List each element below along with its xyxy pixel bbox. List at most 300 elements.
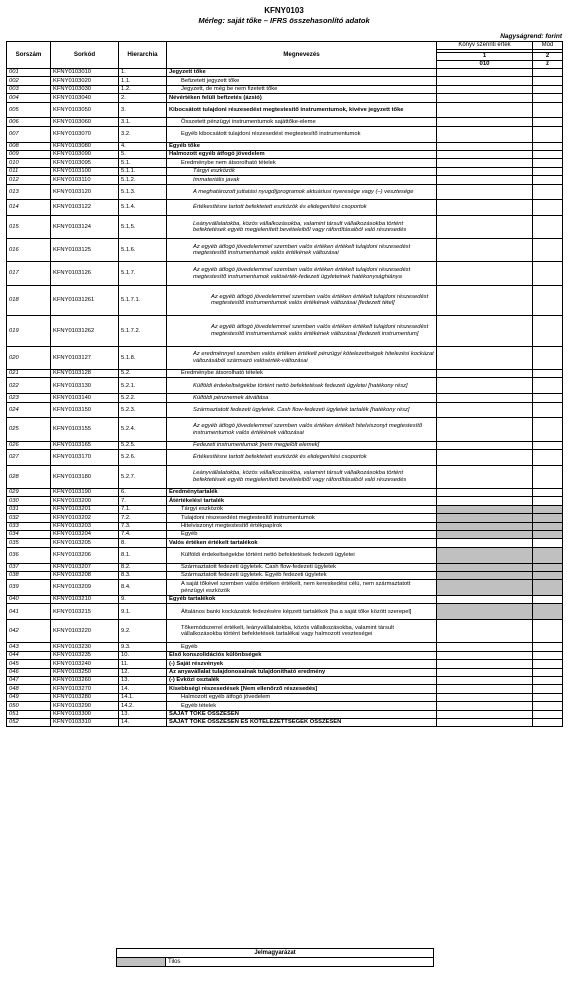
row-number: 038	[7, 571, 51, 579]
table-row	[7, 94, 563, 102]
value-cell-konyv[interactable]	[437, 596, 533, 604]
value-cell-mod[interactable]	[533, 150, 563, 158]
table-row	[7, 316, 563, 347]
value-cell-konyv[interactable]	[437, 176, 533, 184]
report-code: KFNY0103	[264, 6, 304, 15]
table-row	[7, 685, 563, 693]
row-hierarchy: 8.2.	[119, 563, 167, 571]
table-row	[7, 710, 563, 718]
value-cell-konyv[interactable]	[437, 402, 533, 418]
row-name: (-) Évközi osztalék	[167, 677, 437, 685]
row-code: KFNY0103165	[51, 441, 119, 449]
value-cell-mod[interactable]	[533, 85, 563, 93]
value-cell-konyv[interactable]	[437, 651, 533, 659]
row-name: Befizetett jegyzett tőke	[167, 77, 437, 85]
col-code-mod: z	[533, 61, 563, 69]
row-code: KFNY0103070	[51, 126, 119, 142]
value-cell-mod[interactable]	[533, 643, 563, 651]
row-code: KFNY0103205	[51, 539, 119, 547]
table-row	[7, 159, 563, 167]
value-cell-konyv[interactable]	[437, 465, 533, 488]
value-cell-mod[interactable]	[533, 596, 563, 604]
row-code: KFNY0103120	[51, 184, 119, 200]
row-hierarchy: 7.4.	[119, 530, 167, 538]
value-cell-mod[interactable]	[533, 693, 563, 701]
value-cell-konyv[interactable]	[437, 539, 533, 547]
row-name: Az egyéb átfogó jövedelemmel szemben valós értéken értékelt tulajdoni részesedést megtestesítő instrumentumok valósérték-fedezeti ügyleteinek hatékonysághiánya	[167, 262, 437, 285]
value-cell-mod	[533, 580, 563, 596]
row-name: Külföldi érdekeltségekbe történt nettó befektetések fedezeti ügyletei	[167, 547, 437, 563]
row-code: KFNY0103207	[51, 563, 119, 571]
value-cell-mod[interactable]	[533, 718, 563, 726]
row-hierarchy: 3.2.	[119, 126, 167, 142]
value-cell-konyv[interactable]	[437, 85, 533, 93]
value-cell-mod	[533, 505, 563, 513]
table-row	[7, 262, 563, 285]
value-cell-konyv[interactable]	[437, 285, 533, 316]
row-hierarchy: 14.2.	[119, 702, 167, 710]
row-hierarchy: 4.	[119, 142, 167, 150]
col-number-konyv: 1	[437, 53, 533, 61]
row-number: 036	[7, 547, 51, 563]
row-hierarchy: 5.2.5.	[119, 441, 167, 449]
value-cell-konyv[interactable]	[437, 239, 533, 262]
row-code: KFNY0103270	[51, 685, 119, 693]
row-name: Egyéb	[167, 643, 437, 651]
report-page	[6, 6, 562, 727]
row-number: 046	[7, 668, 51, 676]
value-cell-konyv[interactable]	[437, 677, 533, 685]
row-hierarchy: 11.	[119, 660, 167, 668]
row-number: 027	[7, 449, 51, 465]
row-hierarchy: 8.4.	[119, 580, 167, 596]
value-cell-konyv[interactable]	[437, 488, 533, 496]
table-row	[7, 596, 563, 604]
value-cell-mod[interactable]	[533, 346, 563, 369]
row-hierarchy: 1.2.	[119, 85, 167, 93]
row-name: Az egyéb átfogó jövedelemmel szemben valós értéken értékelt hitelviszonyt megtestesítő instrumentumok valós értékének változásai	[167, 418, 437, 441]
legend-swatch	[117, 958, 166, 967]
value-cell-mod[interactable]	[533, 402, 563, 418]
value-cell-mod[interactable]	[533, 200, 563, 216]
value-cell-mod[interactable]	[533, 660, 563, 668]
table-row	[7, 643, 563, 651]
value-cell-konyv[interactable]	[437, 693, 533, 701]
row-code: KFNY0103300	[51, 710, 119, 718]
row-number: 052	[7, 718, 51, 726]
row-number: 021	[7, 370, 51, 378]
table-row	[7, 167, 563, 175]
table-row	[7, 102, 563, 118]
table-row	[7, 142, 563, 150]
row-hierarchy: 5.1.	[119, 159, 167, 167]
row-number: 024	[7, 402, 51, 418]
row-name: Hitelviszonyt megtestesítő értékpapírok	[167, 522, 437, 530]
value-cell-mod[interactable]	[533, 710, 563, 718]
row-number: 025	[7, 418, 51, 441]
value-cell-konyv[interactable]	[437, 94, 533, 102]
value-cell-mod[interactable]	[533, 69, 563, 77]
row-number: 003	[7, 85, 51, 93]
row-name: A saját tőkével szemben valós értéken értékelt, nem kereskedési célú, nem származtatott pénzügyi eszközök	[167, 580, 437, 596]
row-code: KFNY0103203	[51, 522, 119, 530]
row-hierarchy: 13.	[119, 677, 167, 685]
value-cell-mod[interactable]	[533, 370, 563, 378]
row-code: KFNY0103208	[51, 571, 119, 579]
row-code: KFNY0103020	[51, 77, 119, 85]
row-number: 008	[7, 142, 51, 150]
row-hierarchy: 9.	[119, 596, 167, 604]
row-name: Tulajdoni részesedést megtestesítő instrumentumok	[167, 514, 437, 522]
table-row	[7, 668, 563, 676]
table-row	[7, 497, 563, 505]
row-number: 017	[7, 262, 51, 285]
value-cell-mod[interactable]	[533, 159, 563, 167]
table-row	[7, 620, 563, 643]
value-cell-konyv	[437, 505, 533, 513]
value-cell-konyv	[437, 604, 533, 620]
table-row	[7, 150, 563, 158]
row-number: 005	[7, 102, 51, 118]
value-cell-konyv[interactable]	[437, 449, 533, 465]
value-cell-konyv	[437, 522, 533, 530]
row-code: KFNY0103280	[51, 693, 119, 701]
row-code: KFNY0103030	[51, 85, 119, 93]
row-hierarchy: 8.1.	[119, 547, 167, 563]
row-name: Immateriális javak	[167, 176, 437, 184]
row-number: 051	[7, 710, 51, 718]
table-row	[7, 118, 563, 126]
row-hierarchy: 5.1.7.1.	[119, 285, 167, 316]
row-name: Halmozott egyéb átfogó jövedelem	[167, 693, 437, 701]
row-number: 001	[7, 69, 51, 77]
row-number: 009	[7, 150, 51, 158]
value-cell-konyv	[437, 547, 533, 563]
row-code: KFNY0103202	[51, 514, 119, 522]
value-cell-mod[interactable]	[533, 685, 563, 693]
row-number: 022	[7, 378, 51, 394]
row-hierarchy: 6.	[119, 488, 167, 496]
value-cell-konyv[interactable]	[437, 142, 533, 150]
value-cell-mod[interactable]	[533, 465, 563, 488]
row-code: KFNY0103140	[51, 394, 119, 402]
value-cell-mod[interactable]	[533, 449, 563, 465]
value-cell-konyv[interactable]	[437, 316, 533, 347]
value-cell-konyv[interactable]	[437, 497, 533, 505]
col-header-sorkod: Sorkód	[51, 42, 119, 69]
value-cell-konyv[interactable]	[437, 200, 533, 216]
value-cell-mod[interactable]	[533, 167, 563, 175]
value-cell-mod[interactable]	[533, 316, 563, 347]
value-cell-konyv[interactable]	[437, 702, 533, 710]
row-name: Az egyéb átfogó jövedelemmel szemben valós értéken értékelt tulajdoni részesedést megtestesítő instrumentumok valós értékének változásai [fedezett tétel]	[167, 285, 437, 316]
row-name: Származtatott fedezeti ügyletek. Cash flow-fedezeti ügyletek tartalék [hatékony rész]	[167, 402, 437, 418]
table-row	[7, 651, 563, 659]
row-code: KFNY0103010	[51, 69, 119, 77]
row-code: KFNY0103310	[51, 718, 119, 726]
row-name: Kisebbségi részesedések [Nem ellenőrző részesedés]	[167, 685, 437, 693]
table-row	[7, 530, 563, 538]
value-cell-mod[interactable]	[533, 216, 563, 239]
row-hierarchy: 5.2.6.	[119, 449, 167, 465]
row-hierarchy: 5.	[119, 150, 167, 158]
value-cell-konyv[interactable]	[437, 370, 533, 378]
row-code: KFNY0103126	[51, 262, 119, 285]
value-cell-mod[interactable]	[533, 126, 563, 142]
row-name: Eredménytartalék	[167, 488, 437, 496]
value-cell-mod[interactable]	[533, 142, 563, 150]
row-hierarchy: 5.2.1.	[119, 378, 167, 394]
row-code: KFNY0103209	[51, 580, 119, 596]
value-cell-konyv[interactable]	[437, 150, 533, 158]
value-cell-konyv[interactable]	[437, 441, 533, 449]
value-cell-mod[interactable]	[533, 378, 563, 394]
row-number: 006	[7, 118, 51, 126]
row-hierarchy: 14.	[119, 718, 167, 726]
row-code: KFNY0103290	[51, 702, 119, 710]
row-code: KFNY01031262	[51, 316, 119, 347]
value-cell-konyv[interactable]	[437, 102, 533, 118]
table-row	[7, 539, 563, 547]
value-cell-konyv	[437, 571, 533, 579]
row-name: Halmozott egyéb átfogó jövedelem	[167, 150, 437, 158]
value-cell-mod[interactable]	[533, 394, 563, 402]
row-hierarchy: 7.1.	[119, 505, 167, 513]
value-cell-konyv[interactable]	[437, 346, 533, 369]
value-cell-konyv[interactable]	[437, 159, 533, 167]
value-cell-mod[interactable]	[533, 262, 563, 285]
row-hierarchy: 5.2.2.	[119, 394, 167, 402]
row-name: Jegyzett tőke	[167, 69, 437, 77]
row-number: 045	[7, 660, 51, 668]
row-code: KFNY0103170	[51, 449, 119, 465]
value-cell-konyv[interactable]	[437, 69, 533, 77]
row-name: Egyéb kibocsátott tulajdoni részesedést megtestesítő instrumentumok	[167, 126, 437, 142]
value-cell-mod[interactable]	[533, 176, 563, 184]
table-row	[7, 563, 563, 571]
value-cell-mod	[533, 522, 563, 530]
row-name: Első konszolidációs különbségek	[167, 651, 437, 659]
row-number: 015	[7, 216, 51, 239]
row-name: (-) Saját részvények	[167, 660, 437, 668]
row-hierarchy: 5.1.7.	[119, 262, 167, 285]
col-header-megnevezes: Megnevezés	[167, 42, 437, 69]
value-cell-konyv[interactable]	[437, 643, 533, 651]
row-name: Származtatott fedezeti ügyletek. Cash flow-fedezeti ügyletek	[167, 563, 437, 571]
row-code: KFNY0103095	[51, 159, 119, 167]
value-cell-konyv[interactable]	[437, 118, 533, 126]
value-cell-konyv	[437, 514, 533, 522]
row-name: Általános banki kockázatok fedezésére képzett tartalékok [ha a saját tőke között szerepel]	[167, 604, 437, 620]
table-row	[7, 176, 563, 184]
table-row	[7, 370, 563, 378]
value-cell-konyv[interactable]	[437, 418, 533, 441]
table-row	[7, 418, 563, 441]
row-code: KFNY0103260	[51, 677, 119, 685]
row-number: 028	[7, 465, 51, 488]
col-header-konyv: Könyv szerinti érték	[437, 42, 533, 50]
row-name: Leányvállalatokba, közös vállalkozásokba, valamint társult vállalkozásokba történt befektetések egyéb megjelenített bevételeiből vagy ráfordításaiból való részesedés	[167, 465, 437, 488]
value-cell-konyv[interactable]	[437, 126, 533, 142]
row-name: Tárgyi eszközök	[167, 167, 437, 175]
row-hierarchy: 5.1.7.2.	[119, 316, 167, 347]
value-cell-konyv[interactable]	[437, 668, 533, 676]
row-number: 029	[7, 488, 51, 496]
row-code: KFNY0103155	[51, 418, 119, 441]
value-cell-mod[interactable]	[533, 488, 563, 496]
value-cell-mod	[533, 571, 563, 579]
row-number: 012	[7, 176, 51, 184]
table-row	[7, 184, 563, 200]
row-code: KFNY0103190	[51, 488, 119, 496]
row-number: 047	[7, 677, 51, 685]
row-name: Leányvállalatokba, közös vállalkozásokba, valamint társult vállalkozásokba történt befektetések egyéb megjelenített bevételeiből vagy ráfordításaiból való részesedés	[167, 216, 437, 239]
value-cell-konyv[interactable]	[437, 262, 533, 285]
value-cell-mod[interactable]	[533, 539, 563, 547]
value-cell-mod[interactable]	[533, 94, 563, 102]
row-hierarchy: 14.	[119, 685, 167, 693]
row-code: KFNY0103128	[51, 370, 119, 378]
row-number: 007	[7, 126, 51, 142]
row-code: KFNY0103201	[51, 505, 119, 513]
value-cell-mod[interactable]	[533, 651, 563, 659]
value-cell-konyv[interactable]	[437, 394, 533, 402]
value-cell-mod[interactable]	[533, 620, 563, 643]
row-number: 032	[7, 514, 51, 522]
row-hierarchy: 9.2.	[119, 620, 167, 643]
row-hierarchy: 5.2.4.	[119, 418, 167, 441]
row-hierarchy: 14.1.	[119, 693, 167, 701]
row-name: Külföldi pénznemek átváltása	[167, 394, 437, 402]
table-row	[7, 522, 563, 530]
row-number: 043	[7, 643, 51, 651]
table-row	[7, 547, 563, 563]
value-cell-konyv[interactable]	[437, 710, 533, 718]
table-row	[7, 677, 563, 685]
value-cell-konyv[interactable]	[437, 184, 533, 200]
row-name: Tárgyi eszközök	[167, 505, 437, 513]
row-name: Értékesítésre tartott befektetett eszközök és elidegenítési csoportok	[167, 449, 437, 465]
row-number: 035	[7, 539, 51, 547]
row-number: 019	[7, 316, 51, 347]
row-code: KFNY0103050	[51, 102, 119, 118]
row-code: KFNY0103180	[51, 465, 119, 488]
value-cell-mod[interactable]	[533, 702, 563, 710]
row-hierarchy: 5.2.3.	[119, 402, 167, 418]
row-code: KFNY01031261	[51, 285, 119, 316]
value-cell-mod[interactable]	[533, 418, 563, 441]
row-name: Eredménybe nem átsorolható tételek	[167, 159, 437, 167]
report-title: Mérleg: saját tőke – IFRS összehasonlító adatok	[198, 16, 370, 25]
row-hierarchy: 8.	[119, 539, 167, 547]
row-hierarchy: 3.	[119, 102, 167, 118]
row-hierarchy: 9.1.	[119, 604, 167, 620]
row-code: KFNY0103090	[51, 150, 119, 158]
row-number: 020	[7, 346, 51, 369]
table-row	[7, 571, 563, 579]
row-hierarchy: 5.1.8.	[119, 346, 167, 369]
col-header-sorszam: Sorszám	[7, 42, 51, 69]
row-number: 040	[7, 596, 51, 604]
value-cell-konyv[interactable]	[437, 216, 533, 239]
table-row	[7, 693, 563, 701]
value-cell-mod[interactable]	[533, 102, 563, 118]
value-cell-konyv[interactable]	[437, 685, 533, 693]
row-code: KFNY0103235	[51, 651, 119, 659]
row-number: 016	[7, 239, 51, 262]
value-cell-mod[interactable]	[533, 285, 563, 316]
balance-table	[6, 41, 563, 727]
value-cell-konyv[interactable]	[437, 660, 533, 668]
row-code: KFNY0103100	[51, 167, 119, 175]
row-hierarchy: 7.	[119, 497, 167, 505]
row-code: KFNY0103230	[51, 643, 119, 651]
row-name: Külföldi érdekeltségekbe történt nettó befektetések fedezeti ügyletei [hatékony rész]	[167, 378, 437, 394]
row-hierarchy: 7.2.	[119, 514, 167, 522]
row-code: KFNY0103204	[51, 530, 119, 538]
row-hierarchy: 5.1.4.	[119, 200, 167, 216]
value-cell-mod[interactable]	[533, 497, 563, 505]
value-cell-mod[interactable]	[533, 441, 563, 449]
table-row	[7, 85, 563, 93]
value-cell-mod[interactable]	[533, 118, 563, 126]
value-cell-konyv[interactable]	[437, 620, 533, 643]
row-number: 010	[7, 159, 51, 167]
legend-title: Jelmagyarázat	[117, 949, 434, 958]
row-number: 023	[7, 394, 51, 402]
row-hierarchy: 1.1.	[119, 77, 167, 85]
legend	[116, 948, 434, 967]
table-row	[7, 580, 563, 596]
value-cell-konyv[interactable]	[437, 167, 533, 175]
row-name: Az eredménnyel szemben valós értéken értékelt pénzügyi kötelezettségek hitelezési kockázat változásából származó valósérték-változásai	[167, 346, 437, 369]
row-name: Értékesítésre tartott befektetett eszközök és elidegenítési csoportok	[167, 200, 437, 216]
value-cell-mod[interactable]	[533, 668, 563, 676]
row-code: KFNY0103220	[51, 620, 119, 643]
row-number: 048	[7, 685, 51, 693]
value-cell-konyv[interactable]	[437, 77, 533, 85]
value-cell-konyv[interactable]	[437, 718, 533, 726]
table-row	[7, 660, 563, 668]
row-number: 013	[7, 184, 51, 200]
row-hierarchy: 7.3.	[119, 522, 167, 530]
row-name: Átértékelési tartalék	[167, 497, 437, 505]
value-cell-mod[interactable]	[533, 77, 563, 85]
row-name: SAJÁT TŐKE ÖSSZESEN ÉS KÖTELEZETTSÉGEK ÖSSZESEN	[167, 718, 437, 726]
value-cell-konyv	[437, 530, 533, 538]
value-cell-konyv	[437, 580, 533, 596]
value-cell-mod[interactable]	[533, 239, 563, 262]
row-hierarchy: 3.1.	[119, 118, 167, 126]
value-cell-mod[interactable]	[533, 677, 563, 685]
row-number: 037	[7, 563, 51, 571]
row-number: 011	[7, 167, 51, 175]
row-number: 026	[7, 441, 51, 449]
table-row	[7, 394, 563, 402]
col-code-konyv: 010	[437, 61, 533, 69]
row-name: A meghatározott juttatási nyugdíjprogramok aktuáriusi nyeresége vagy (–) vesztesége	[167, 184, 437, 200]
row-hierarchy: 5.1.2.	[119, 176, 167, 184]
row-name: Egyéb tételek	[167, 702, 437, 710]
row-hierarchy: 13.	[119, 710, 167, 718]
row-code: KFNY0103127	[51, 346, 119, 369]
legend-item-label: Tilos	[166, 958, 434, 967]
value-cell-mod[interactable]	[533, 184, 563, 200]
col-header-mod: Mód	[533, 42, 563, 50]
row-number: 030	[7, 497, 51, 505]
table-row	[7, 604, 563, 620]
value-cell-konyv[interactable]	[437, 378, 533, 394]
